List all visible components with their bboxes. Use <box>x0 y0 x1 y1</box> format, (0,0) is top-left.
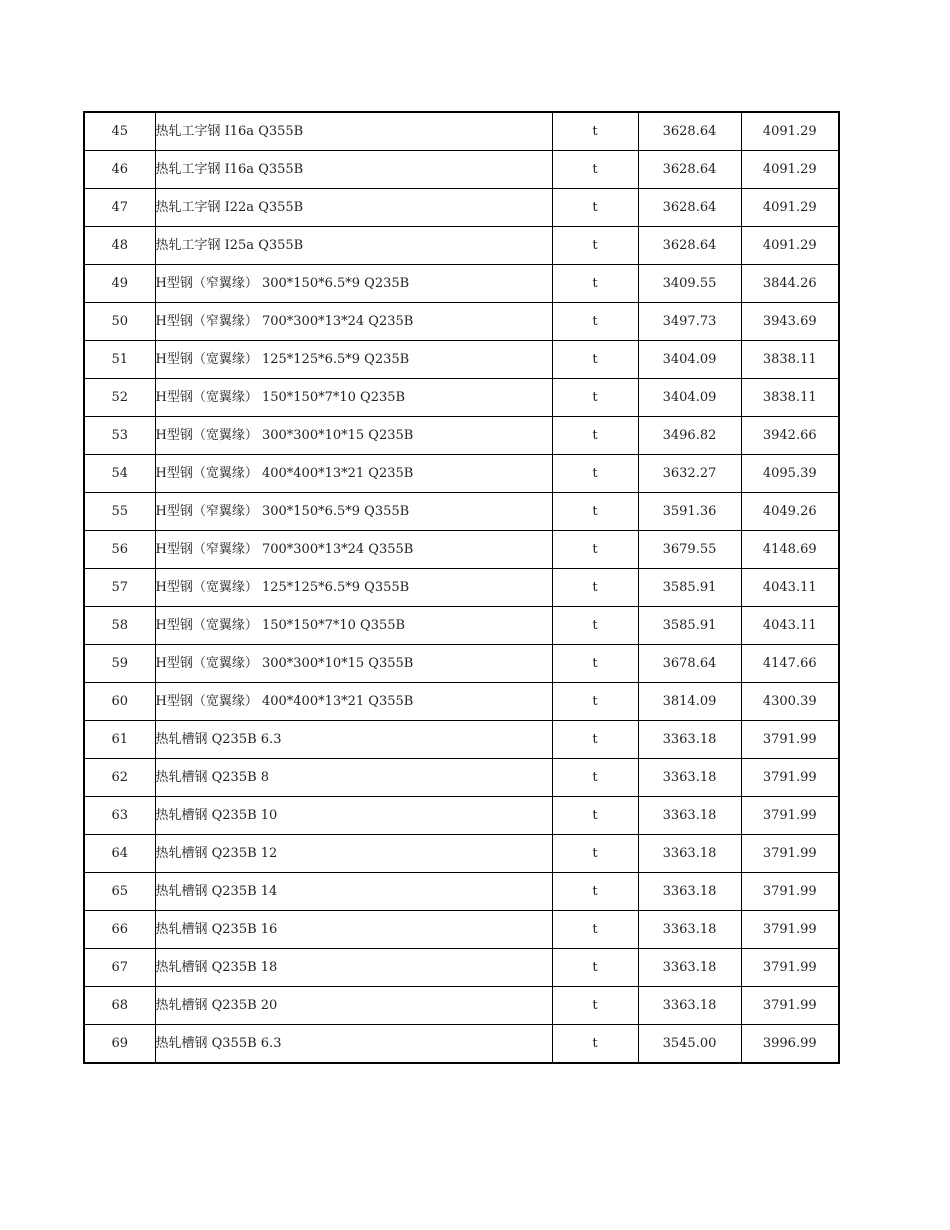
unit-cell: t <box>552 379 638 417</box>
table-row <box>84 379 839 417</box>
unit-cell: t <box>552 227 638 265</box>
price-excl-tax-cell: 3363.18 <box>638 987 741 1025</box>
unit-cell: t <box>552 417 638 455</box>
item-number-cell: 55 <box>84 493 155 531</box>
table-row <box>84 417 839 455</box>
material-name-cell: 热轧槽钢 Q235B 20 <box>155 987 552 1025</box>
price-incl-tax-cell: 4300.39 <box>741 683 839 721</box>
item-number-cell: 59 <box>84 645 155 683</box>
price-incl-tax-cell: 4091.29 <box>741 112 839 151</box>
price-incl-tax-cell: 3791.99 <box>741 987 839 1025</box>
price-excl-tax-cell: 3678.64 <box>638 645 741 683</box>
table-row <box>84 493 839 531</box>
material-name-cell: 热轧工字钢 I22a Q355B <box>155 189 552 227</box>
price-incl-tax-cell: 4147.66 <box>741 645 839 683</box>
unit-cell: t <box>552 569 638 607</box>
unit-cell: t <box>552 683 638 721</box>
price-incl-tax-cell: 3791.99 <box>741 911 839 949</box>
price-excl-tax-cell: 3363.18 <box>638 721 741 759</box>
unit-cell: t <box>552 493 638 531</box>
item-number-cell: 54 <box>84 455 155 493</box>
unit-cell: t <box>552 341 638 379</box>
item-number-cell: 67 <box>84 949 155 987</box>
unit-cell: t <box>552 835 638 873</box>
material-name-cell: 热轧槽钢 Q235B 12 <box>155 835 552 873</box>
table-row <box>84 797 839 835</box>
price-excl-tax-cell: 3628.64 <box>638 227 741 265</box>
material-name-cell: H型钢（宽翼缘） 300*300*10*15 Q235B <box>155 417 552 455</box>
item-number-cell: 58 <box>84 607 155 645</box>
price-excl-tax-cell: 3363.18 <box>638 949 741 987</box>
price-incl-tax-cell: 3791.99 <box>741 721 839 759</box>
price-incl-tax-cell: 3791.99 <box>741 797 839 835</box>
price-excl-tax-cell: 3679.55 <box>638 531 741 569</box>
item-number-cell: 56 <box>84 531 155 569</box>
price-excl-tax-cell: 3814.09 <box>638 683 741 721</box>
item-number-cell: 61 <box>84 721 155 759</box>
material-name-cell: H型钢（宽翼缘） 150*150*7*10 Q355B <box>155 607 552 645</box>
table-row <box>84 455 839 493</box>
table-row <box>84 911 839 949</box>
price-incl-tax-cell: 3943.69 <box>741 303 839 341</box>
material-name-cell: H型钢（窄翼缘） 700*300*13*24 Q235B <box>155 303 552 341</box>
material-name-cell: 热轧工字钢 I16a Q355B <box>155 112 552 151</box>
price-incl-tax-cell: 4043.11 <box>741 569 839 607</box>
table-row <box>84 569 839 607</box>
price-incl-tax-cell: 3791.99 <box>741 949 839 987</box>
table-row <box>84 835 839 873</box>
table-row <box>84 227 839 265</box>
unit-cell: t <box>552 759 638 797</box>
item-number-cell: 50 <box>84 303 155 341</box>
price-incl-tax-cell: 4049.26 <box>741 493 839 531</box>
material-name-cell: H型钢（宽翼缘） 400*400*13*21 Q235B <box>155 455 552 493</box>
item-number-cell: 47 <box>84 189 155 227</box>
material-name-cell: 热轧槽钢 Q235B 6.3 <box>155 721 552 759</box>
price-excl-tax-cell: 3496.82 <box>638 417 741 455</box>
table-row <box>84 151 839 189</box>
item-number-cell: 48 <box>84 227 155 265</box>
item-number-cell: 57 <box>84 569 155 607</box>
price-excl-tax-cell: 3545.00 <box>638 1025 741 1064</box>
material-name-cell: 热轧工字钢 I16a Q355B <box>155 151 552 189</box>
price-incl-tax-cell: 4091.29 <box>741 189 839 227</box>
table-row <box>84 1025 839 1064</box>
table-row <box>84 341 839 379</box>
price-excl-tax-cell: 3628.64 <box>638 151 741 189</box>
unit-cell: t <box>552 797 638 835</box>
price-incl-tax-cell: 4095.39 <box>741 455 839 493</box>
table-row <box>84 303 839 341</box>
price-incl-tax-cell: 3791.99 <box>741 873 839 911</box>
material-name-cell: H型钢（宽翼缘） 300*300*10*15 Q355B <box>155 645 552 683</box>
unit-cell: t <box>552 303 638 341</box>
price-incl-tax-cell: 4043.11 <box>741 607 839 645</box>
price-excl-tax-cell: 3363.18 <box>638 835 741 873</box>
unit-cell: t <box>552 112 638 151</box>
material-name-cell: 热轧槽钢 Q235B 8 <box>155 759 552 797</box>
price-excl-tax-cell: 3363.18 <box>638 873 741 911</box>
unit-cell: t <box>552 455 638 493</box>
table-row <box>84 949 839 987</box>
material-name-cell: 热轧槽钢 Q235B 14 <box>155 873 552 911</box>
material-name-cell: H型钢（窄翼缘） 700*300*13*24 Q355B <box>155 531 552 569</box>
unit-cell: t <box>552 911 638 949</box>
item-number-cell: 60 <box>84 683 155 721</box>
price-excl-tax-cell: 3363.18 <box>638 759 741 797</box>
item-number-cell: 64 <box>84 835 155 873</box>
item-number-cell: 69 <box>84 1025 155 1064</box>
unit-cell: t <box>552 1025 638 1064</box>
price-incl-tax-cell: 3942.66 <box>741 417 839 455</box>
item-number-cell: 65 <box>84 873 155 911</box>
item-number-cell: 62 <box>84 759 155 797</box>
table-row <box>84 607 839 645</box>
unit-cell: t <box>552 607 638 645</box>
price-excl-tax-cell: 3363.18 <box>638 911 741 949</box>
material-name-cell: H型钢（宽翼缘） 150*150*7*10 Q235B <box>155 379 552 417</box>
material-name-cell: H型钢（宽翼缘） 125*125*6.5*9 Q235B <box>155 341 552 379</box>
price-incl-tax-cell: 4091.29 <box>741 151 839 189</box>
price-incl-tax-cell: 3838.11 <box>741 379 839 417</box>
table-row <box>84 265 839 303</box>
price-incl-tax-cell: 3791.99 <box>741 835 839 873</box>
price-excl-tax-cell: 3585.91 <box>638 569 741 607</box>
price-table <box>83 111 840 1064</box>
material-name-cell: 热轧槽钢 Q235B 10 <box>155 797 552 835</box>
unit-cell: t <box>552 265 638 303</box>
material-name-cell: 热轧槽钢 Q235B 18 <box>155 949 552 987</box>
table-row <box>84 987 839 1025</box>
price-excl-tax-cell: 3591.36 <box>638 493 741 531</box>
item-number-cell: 49 <box>84 265 155 303</box>
price-excl-tax-cell: 3632.27 <box>638 455 741 493</box>
price-incl-tax-cell: 3791.99 <box>741 759 839 797</box>
table-row <box>84 759 839 797</box>
price-excl-tax-cell: 3363.18 <box>638 797 741 835</box>
material-name-cell: H型钢（宽翼缘） 125*125*6.5*9 Q355B <box>155 569 552 607</box>
price-excl-tax-cell: 3585.91 <box>638 607 741 645</box>
price-excl-tax-cell: 3497.73 <box>638 303 741 341</box>
item-number-cell: 53 <box>84 417 155 455</box>
unit-cell: t <box>552 531 638 569</box>
price-excl-tax-cell: 3628.64 <box>638 189 741 227</box>
table-row <box>84 531 839 569</box>
table-body <box>84 112 839 1063</box>
price-excl-tax-cell: 3404.09 <box>638 379 741 417</box>
price-incl-tax-cell: 3996.99 <box>741 1025 839 1064</box>
price-incl-tax-cell: 4148.69 <box>741 531 839 569</box>
price-excl-tax-cell: 3404.09 <box>638 341 741 379</box>
item-number-cell: 63 <box>84 797 155 835</box>
table-row <box>84 721 839 759</box>
material-name-cell: 热轧槽钢 Q355B 6.3 <box>155 1025 552 1064</box>
price-incl-tax-cell: 3838.11 <box>741 341 839 379</box>
price-excl-tax-cell: 3628.64 <box>638 112 741 151</box>
unit-cell: t <box>552 987 638 1025</box>
material-name-cell: H型钢（宽翼缘） 400*400*13*21 Q355B <box>155 683 552 721</box>
unit-cell: t <box>552 189 638 227</box>
table-row <box>84 189 839 227</box>
material-name-cell: 热轧工字钢 I25a Q355B <box>155 227 552 265</box>
price-incl-tax-cell: 3844.26 <box>741 265 839 303</box>
item-number-cell: 68 <box>84 987 155 1025</box>
unit-cell: t <box>552 949 638 987</box>
item-number-cell: 46 <box>84 151 155 189</box>
item-number-cell: 51 <box>84 341 155 379</box>
unit-cell: t <box>552 151 638 189</box>
unit-cell: t <box>552 645 638 683</box>
item-number-cell: 52 <box>84 379 155 417</box>
item-number-cell: 45 <box>84 112 155 151</box>
unit-cell: t <box>552 721 638 759</box>
table-row <box>84 873 839 911</box>
material-name-cell: H型钢（窄翼缘） 300*150*6.5*9 Q355B <box>155 493 552 531</box>
item-number-cell: 66 <box>84 911 155 949</box>
table-row <box>84 112 839 151</box>
price-incl-tax-cell: 4091.29 <box>741 227 839 265</box>
unit-cell: t <box>552 873 638 911</box>
price-excl-tax-cell: 3409.55 <box>638 265 741 303</box>
material-name-cell: H型钢（窄翼缘） 300*150*6.5*9 Q235B <box>155 265 552 303</box>
material-name-cell: 热轧槽钢 Q235B 16 <box>155 911 552 949</box>
table-row <box>84 645 839 683</box>
table-row <box>84 683 839 721</box>
